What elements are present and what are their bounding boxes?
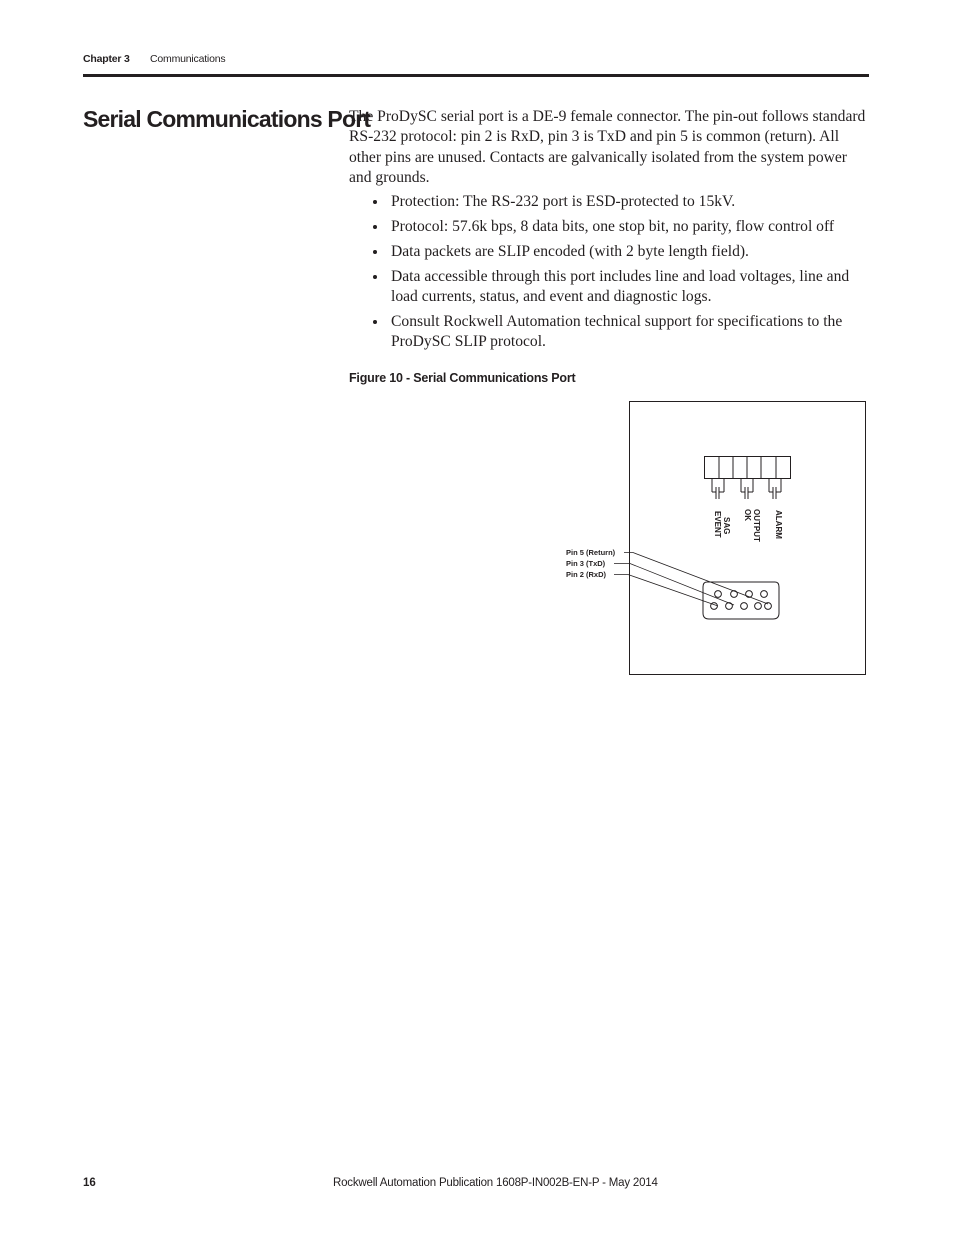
bullet-icon — [373, 320, 377, 324]
relay-contact-icon — [712, 479, 724, 500]
bullet-text: Data packets are SLIP encoded (with 2 byte length field). — [391, 242, 749, 260]
bullet-text: Data accessible through this port includes line and load voltages, line and load currents, status, and event and diagnostic logs. — [391, 267, 850, 306]
publication-info: Rockwell Automation Publication 1608P-IN002B-EN-P - May 2014 — [333, 1177, 658, 1189]
figure-caption: Figure 10 - Serial Communications Port — [349, 371, 576, 385]
relay-contact-icon — [741, 479, 753, 500]
alarm-label: ALARM — [774, 510, 783, 539]
pin5-label: Pin 5 (Return) — [566, 548, 616, 557]
serial-port-figure — [560, 400, 868, 676]
bullet-icon — [373, 225, 377, 229]
figure-frame — [630, 402, 866, 675]
bullet-text: Consult Rockwell Automation technical support for specifications to the ProDySC SLIP protocol. — [391, 313, 843, 351]
list-item — [349, 267, 869, 308]
pin3-label: Pin 3 (TxD) — [566, 559, 606, 568]
section-title: Serial Communications Port — [83, 106, 371, 132]
relay-terminal-block — [705, 457, 791, 479]
page-number: 16 — [83, 1177, 96, 1189]
intro-paragraph: The ProDySC serial port is a DE-9 female connector. The pin-out follows standard RS-232 protocol: pin 2 is RxD, pin 3 is TxD and pin 5 is common (return). All other pins are unused. Contacts are galvanically isolated from the system power and grounds. — [349, 108, 866, 186]
de9-connector — [703, 582, 779, 619]
bullet-text: Protocol: 57.6k bps, 8 data bits, one stop bit, no parity, flow control off — [391, 218, 835, 236]
pin-leader-lines — [614, 553, 768, 607]
bullet-icon — [373, 275, 377, 279]
bullet-icon — [373, 200, 377, 204]
running-header — [83, 53, 226, 65]
bullet-list — [349, 192, 869, 352]
list-item — [349, 312, 869, 353]
list-item — [349, 192, 869, 212]
output-label: OUTPUT — [752, 509, 761, 542]
bullet-icon — [373, 250, 377, 254]
pin2-label: Pin 2 (RxD) — [566, 570, 607, 579]
list-item — [349, 217, 869, 237]
sag-label: SAG — [722, 517, 731, 535]
chapter-label: Chapter 3 — [83, 53, 130, 65]
body-text — [349, 107, 869, 357]
section-label: Communications — [150, 53, 226, 65]
ok-label: OK — [743, 509, 752, 521]
bullet-text: Protection: The RS-232 port is ESD-protected to 15kV. — [391, 193, 736, 211]
header-rule — [83, 74, 869, 77]
list-item — [349, 242, 869, 262]
relay-contacts — [712, 479, 781, 500]
event-label: EVENT — [713, 511, 722, 538]
relay-contact-icon — [769, 479, 781, 500]
